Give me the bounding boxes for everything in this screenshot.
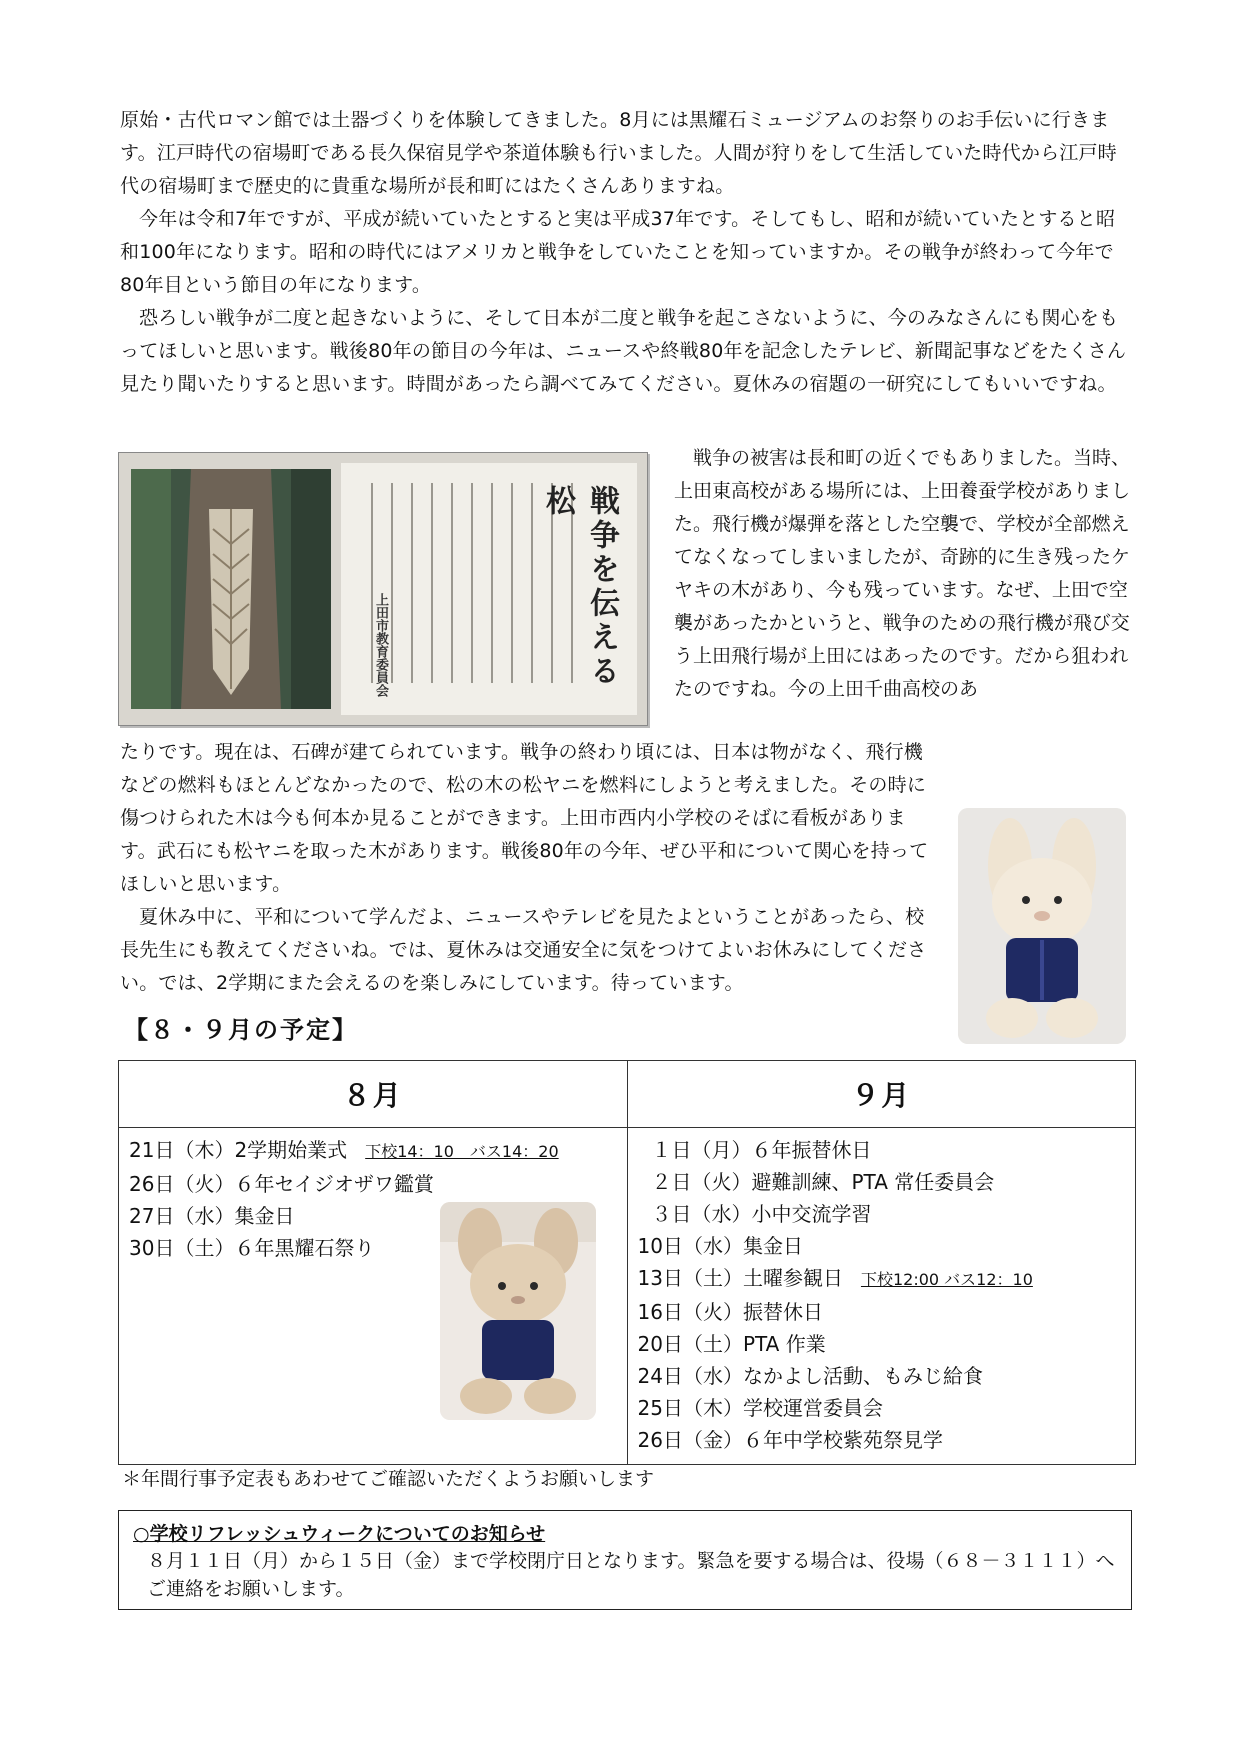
intro-text <box>120 104 1130 401</box>
september-events <box>627 1128 1136 1465</box>
schedule-heading: 【８・９月の予定】 <box>124 1016 358 1044</box>
paragraph-2: 今年は令和7年ですが、平成が続いていたとすると実は平成37年です。そしてもし、昭和が続いていたとすると昭和100年になります。昭和の時代にはアメリカと戦争をしていたことを知っていますか。その戦争が終わって今年で80年目という節目の年になります。 <box>120 208 1116 296</box>
schedule-footnote: ＊年間行事予定表もあわせてご確認いただくようお願いします <box>122 1468 655 1490</box>
paragraph-4b: たりです。現在は、石碑が建てられています。戦争の終わり頃には、日本は物がなく、飛行機などの燃料もほとんどなかったので、松の木の松ヤニを燃料にしようと考えました。その時に傷つけられた木は今も何本か見ることができます。上田市西内小学校のそばに看板があります。武石にも松ヤニを取った木があります。戦後80年の今年、ぜひ平和について関心を持ってほしいと思います。 <box>120 741 929 895</box>
august-header: ８月 <box>119 1061 628 1128</box>
notice-body: ８月１１日（月）から１５日（金）まで学校閉庁日となります。緊急を要する場合は、役場（６８－３１１１）へご連絡をお願いします。 <box>147 1550 1115 1600</box>
list-item: ３日（水）小中交流学習 <box>651 1202 872 1226</box>
plaque-signer: 上田市教育委員会 <box>373 593 388 697</box>
list-item: 26日（火）６年セイジオザワ鑑賞 <box>129 1172 434 1196</box>
stuffed-bunny-photo-schedule <box>440 1202 596 1420</box>
information-plaque <box>341 463 637 715</box>
schedule-table <box>118 1060 1136 1465</box>
list-item: 30日（土）６年黒耀石祭り <box>129 1236 375 1260</box>
list-item: 10日（水）集金日 <box>637 1234 803 1258</box>
paragraph-3: 恐ろしい戦争が二度と起きないように、そして日本が二度と戦争を起こさないように、今のみなさんにも関心をもってほしいと思います。戦後80年の節目の今年は、ニュースや終戦80年を記念したテレビ、新聞記事などをたくさん見たり聞いたりすると思います。時間があったら調べてみてください。夏休みの宿題の一研究にしてもいいですね。 <box>120 307 1127 395</box>
dismissal-note: 下校14：10 バス14：20 <box>365 1142 559 1161</box>
paragraph-1: 原始・古代ロマン館では土器づくりを体験してきました。8月には黒耀石ミュージアムのお祭りのお手伝いに行きます。江戸時代の宿場町である長久保宿見学や茶道体験も行いました。人間が狩りをして生活していた時代から江戸時代の宿場町まで歴史的に貴重な場所が長和町にはたくさんありますね。 <box>120 109 1117 197</box>
war-damage-text <box>674 442 1134 706</box>
list-item: 16日（火）振替休日 <box>637 1300 823 1324</box>
plaque-title: 戦争を伝える松 <box>540 485 619 689</box>
list-item: １日（月）６年振替休日 <box>651 1138 872 1162</box>
september-header: ９月 <box>627 1061 1136 1128</box>
list-item: 25日（木）学校運営委員会 <box>637 1396 883 1420</box>
list-item: 24日（水）なかよし活動、もみじ給食 <box>637 1364 983 1388</box>
war-pine-photo <box>118 452 648 726</box>
paragraph-4a: 戦争の被害は長和町の近くでもありました。当時、上田東高校がある場所には、上田養蚕学校がありました。飛行機が爆弾を落とした空襲で、学校が全部燃えてなくなってしまいましたが、奇跡的に生き残ったケヤキの木があり、今も残っています。なぜ、上田で空襲があったかというと、戦争のための飛行機が飛び交う上田飛行場が上田にはあったのです。だから狙われたのですね。今の上田千曲高校のあ <box>674 447 1131 700</box>
dismissal-note: 下校12:00 バス12：10 <box>860 1270 1033 1289</box>
continued-text <box>120 736 940 1000</box>
stuffed-bunny-photo-right <box>958 808 1126 1044</box>
notice-box <box>118 1510 1132 1610</box>
list-item: 20日（土）PTA 作業 <box>637 1332 826 1356</box>
list-item: 13日（土）土曜参観日 下校12:00 バス12：10 <box>637 1266 1033 1290</box>
paragraph-5: 夏休み中に、平和について学んだよ、ニュースやテレビを見たよということがあったら、校長先生にも教えてくださいね。では、夏休みは交通安全に気をつけてよいお休みにしてください。では、2学期にまた会えるのを楽しみにしています。待っています。 <box>120 906 927 994</box>
list-item: ２日（火）避難訓練、PTA 常任委員会 <box>651 1170 995 1194</box>
notice-title: ○学校リフレッシュウィークについてのお知らせ <box>133 1523 546 1545</box>
list-item: 27日（水）集金日 <box>129 1204 295 1228</box>
scarred-pine-tree-image <box>131 469 331 709</box>
list-item: 21日（木）2学期始業式 下校14：10 バス14：20 <box>129 1138 559 1162</box>
list-item: 26日（金）６年中学校紫苑祭見学 <box>637 1428 943 1452</box>
